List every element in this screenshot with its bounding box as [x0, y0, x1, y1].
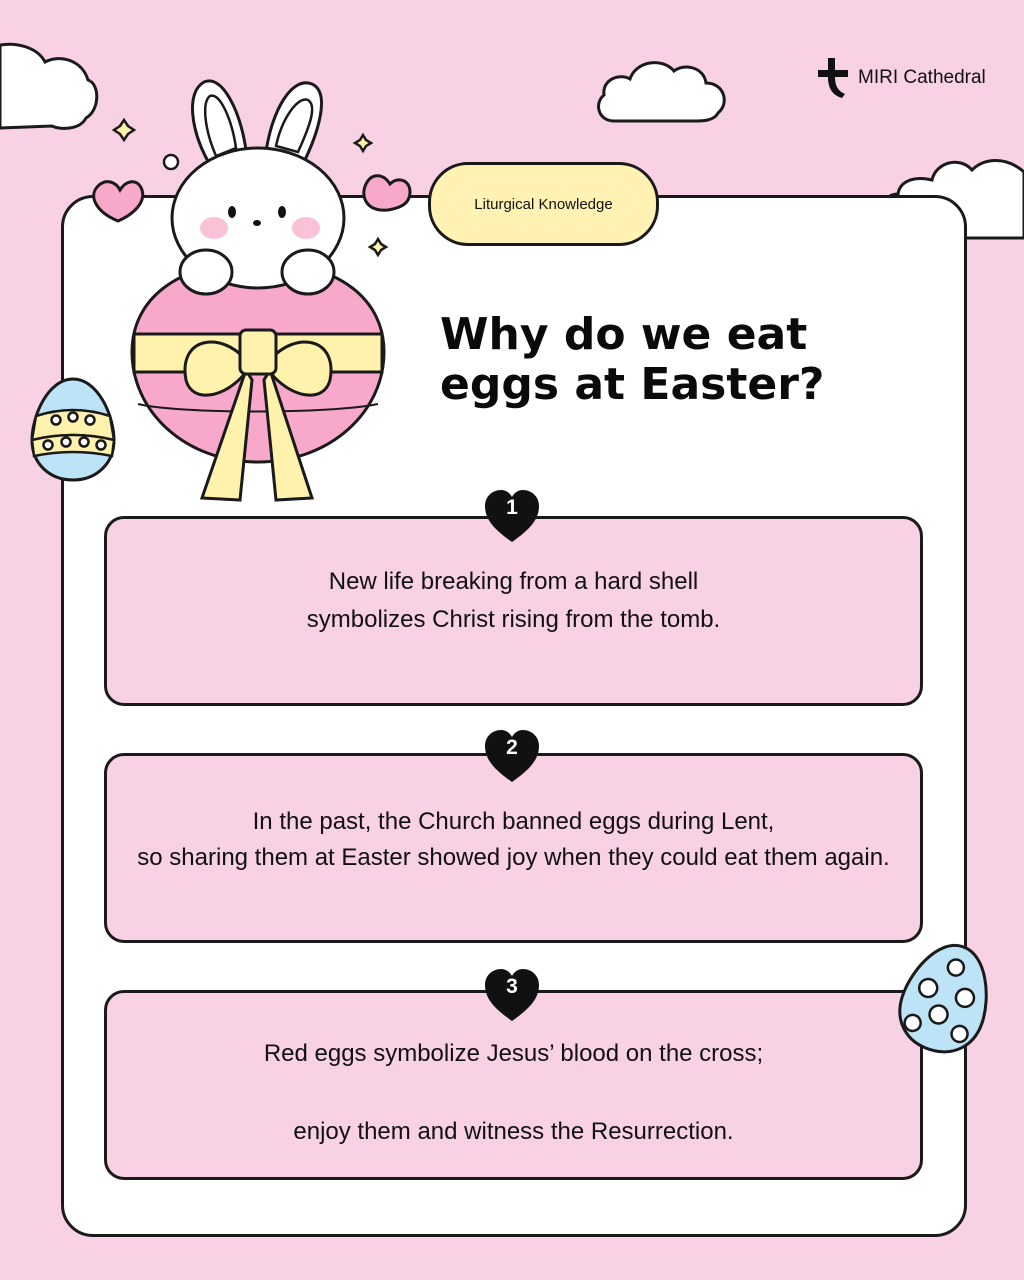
number-label-1: 1 — [506, 496, 518, 519]
point-3-line-1: Red eggs symbolize Jesus’ blood on the cross; — [263, 1040, 764, 1067]
cloud-top-icon — [592, 55, 732, 125]
category-badge — [428, 162, 659, 246]
point-2-line-2: so sharing them at Easter showed joy when they could eat them again. — [137, 844, 890, 871]
point-2-line-1: In the past, the Church banned eggs during Lent, — [252, 808, 775, 835]
heart-icon — [364, 176, 410, 210]
brand-logo — [818, 58, 986, 98]
brand-name: MIRI Cathedral — [858, 67, 986, 88]
page-title: Why do we eat eggs at Easter? — [440, 309, 825, 410]
number-label-3: 3 — [506, 975, 518, 998]
cloud-left-icon — [0, 40, 100, 132]
bunny-egg-illustration — [90, 70, 420, 510]
number-badge-2 — [483, 728, 541, 784]
point-card-1 — [104, 516, 923, 706]
heart-icon — [94, 182, 143, 221]
number-label-2: 2 — [506, 736, 518, 759]
cross-logo-icon — [818, 58, 850, 98]
point-1-line-2: symbolizes Christ rising from the tomb. — [306, 606, 721, 633]
number-badge-3 — [483, 967, 541, 1023]
category-label: Liturgical Knowledge — [474, 195, 613, 213]
point-3-line-2: enjoy them and witness the Resurrection. — [293, 1118, 734, 1145]
number-badge-1 — [483, 488, 541, 544]
point-1-line-1: New life breaking from a hard shell — [328, 568, 699, 595]
easter-egg-icon — [28, 376, 118, 484]
polka-dot-egg-icon — [898, 940, 994, 1056]
